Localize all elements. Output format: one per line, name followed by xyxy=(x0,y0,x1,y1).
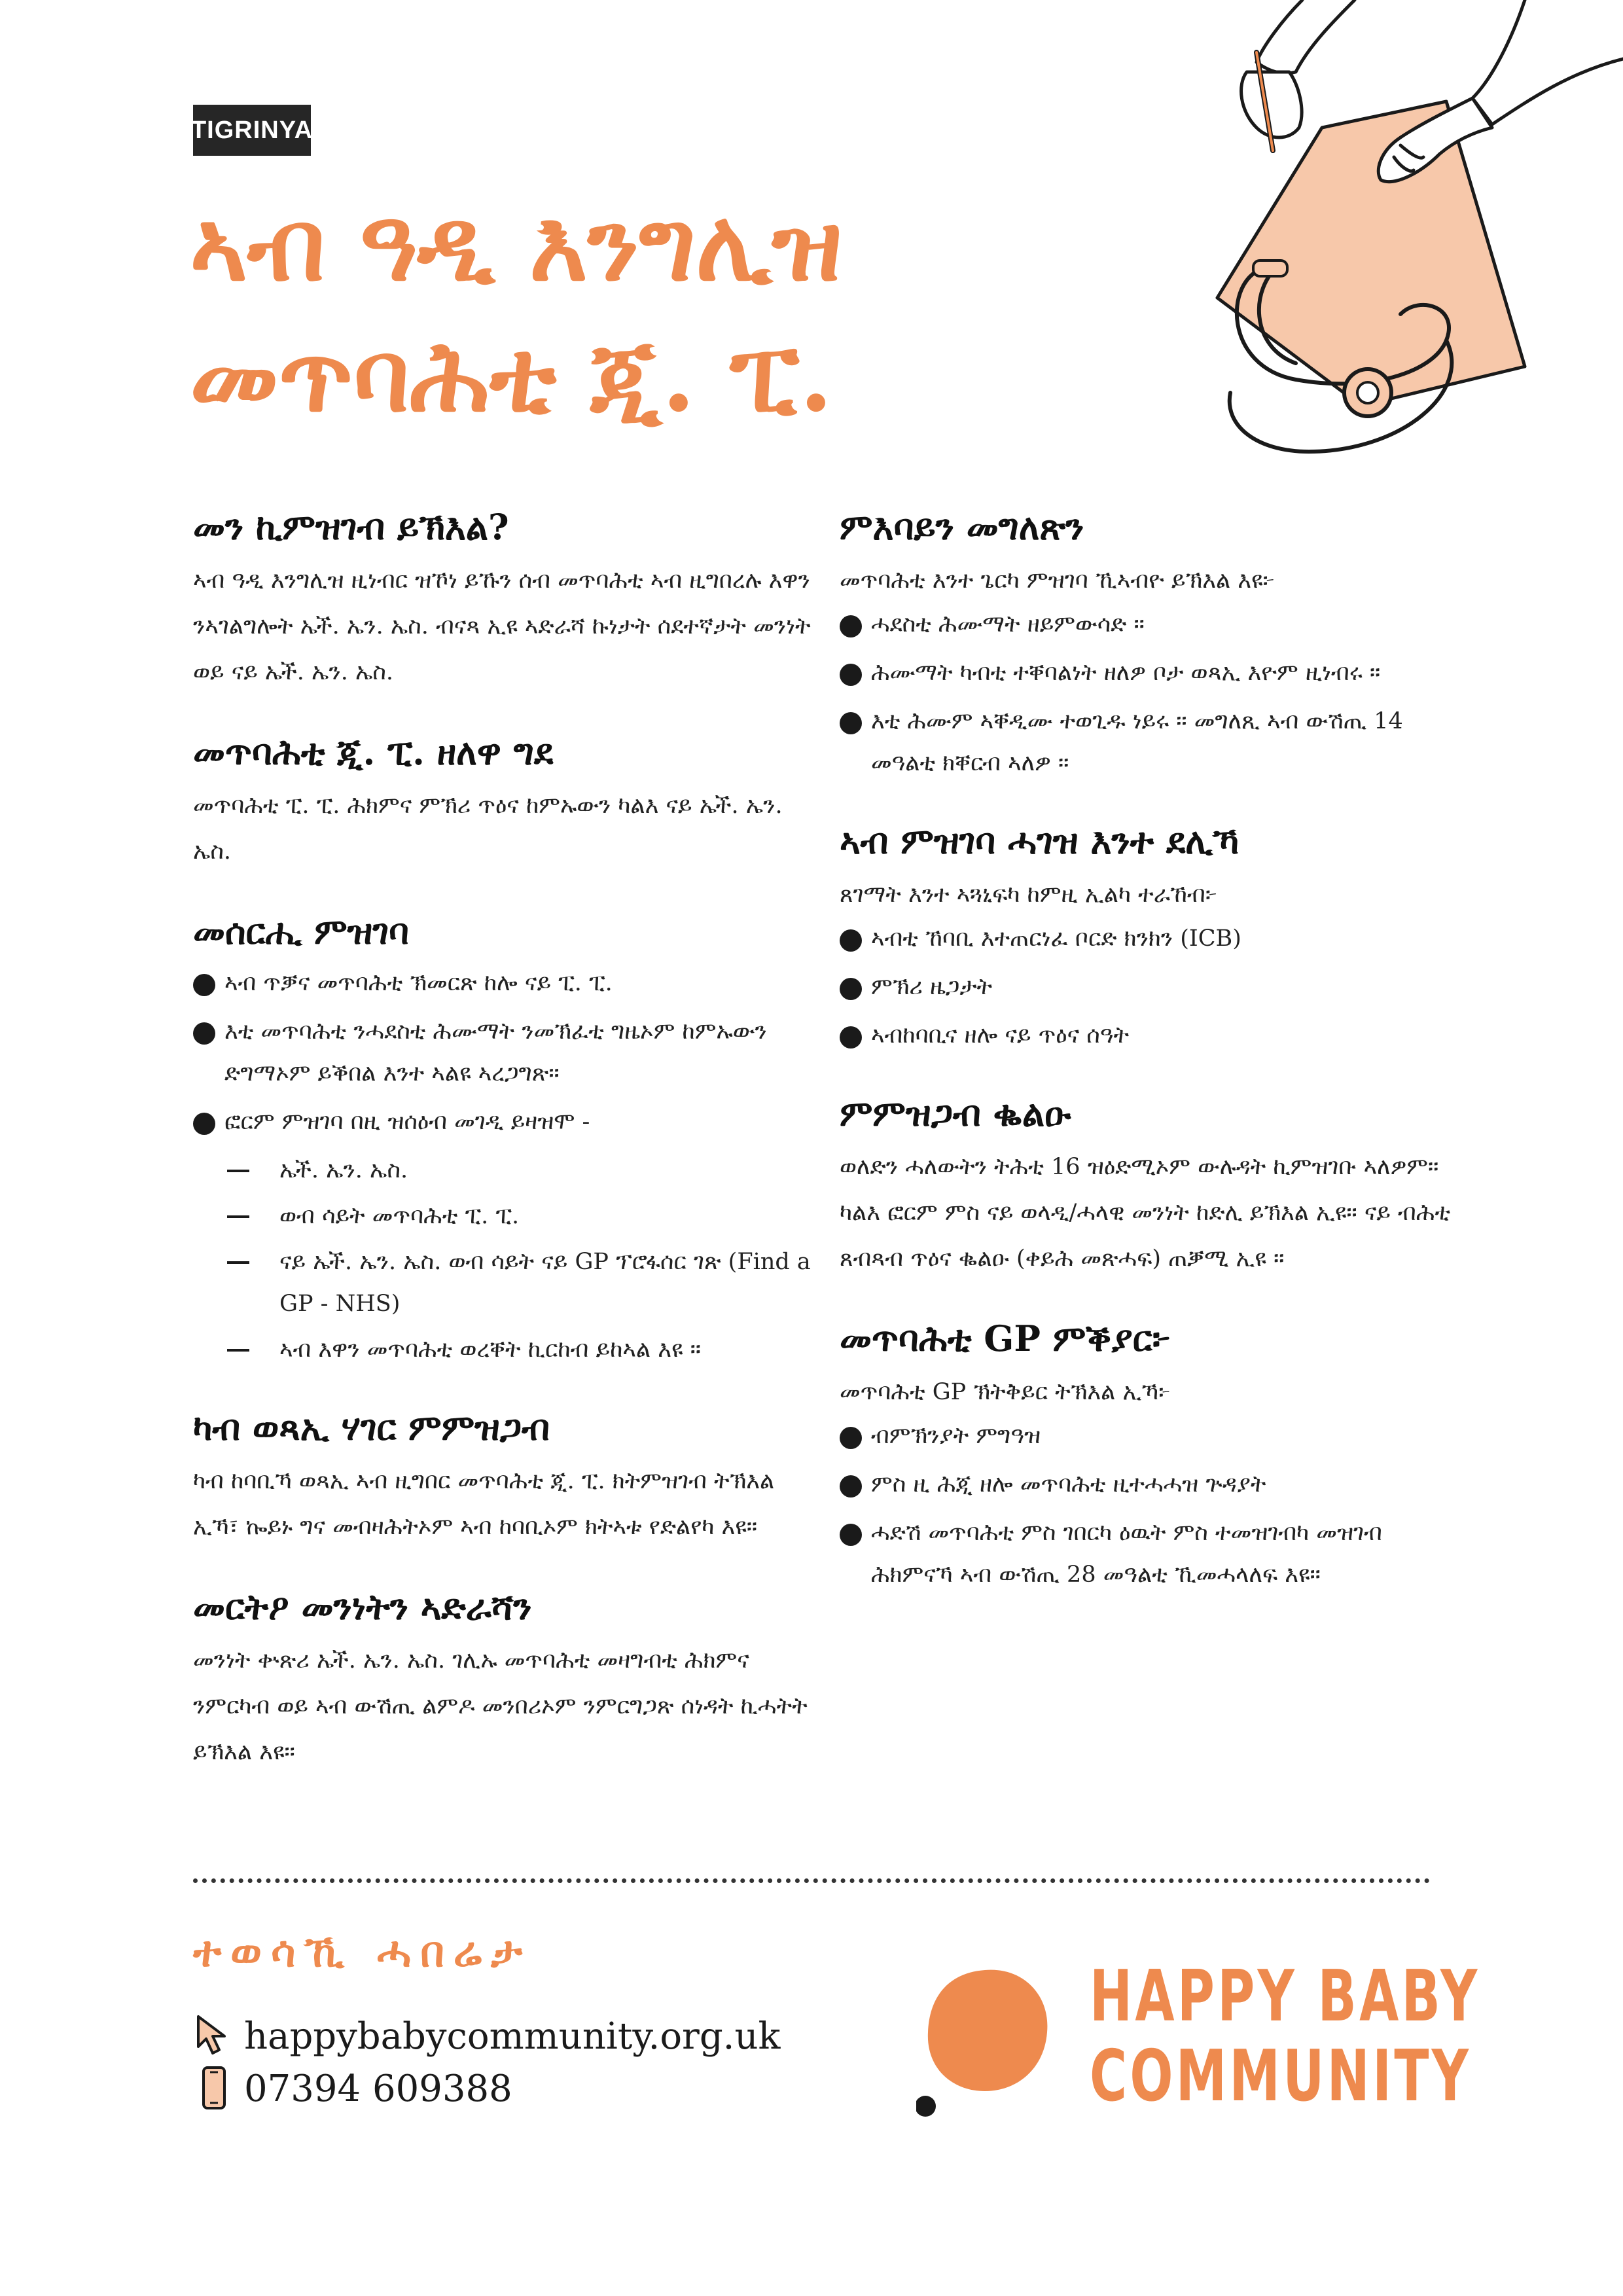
bullet-icon xyxy=(840,664,862,686)
list-item: ሕሙማት ካብቲ ተቐባልነት ዘለዎ ቦታ ወጻኢ እዮም ዚነብሩ ። xyxy=(840,652,1455,694)
section-heading: ኣብ ምዝገባ ሓገዝ እንተ ደሊኻ xyxy=(840,820,1240,862)
phone-link[interactable] xyxy=(193,2065,512,2112)
bullet-list xyxy=(840,918,1455,1056)
right-column xyxy=(840,504,1455,1630)
bullet-list xyxy=(193,962,815,1143)
language-tag: TIGRINYA xyxy=(193,105,311,156)
list-item: ሓደስቲ ሕሙማት ዘይምውሳድ ። xyxy=(840,603,1455,645)
section-body: መንነት ቍጽሪ ኤች. ኤን. ኤስ. ገሊኡ መጥባሕቲ መዛግብቲ ሕክምና ንምርካብ ወይ ኣብ ውሽጢ ልምዶ መንበሪኦም ንምርግጋጽ ሰነዳት ኪሓትት ይኽእል እዩ። xyxy=(193,1647,808,1765)
sub-list xyxy=(193,1149,815,1371)
section-heading: መጥባሕቲ ጂ. ፒ. ዘለዋ ግደ xyxy=(193,731,554,773)
section-heading: ምምዝጋብ ቈልዑ xyxy=(840,1092,1071,1134)
cursor-arrow-icon xyxy=(193,2013,235,2060)
list-item: ምኽሪ ዜጋታት xyxy=(840,966,1455,1008)
sub-list-item: ኤች. ኤን. ኤስ. xyxy=(227,1149,815,1191)
logo-line-1: HAPPY BABY xyxy=(1090,1956,1480,2037)
list-item: ብምኽንያት ምግዓዝ xyxy=(840,1415,1455,1457)
website-link[interactable] xyxy=(193,2013,780,2060)
footer-title: ተወሳኺ ሓበሬታ xyxy=(193,1928,532,1977)
section-heading: መሰርሒ ምዝገባ xyxy=(193,910,409,952)
sub-list-item: ወብ ሳይት መጥባሕቲ ፒ. ፒ. xyxy=(227,1195,815,1237)
list-item: እቲ ሕሙም ኣቐዲሙ ተወጊዱ ነይሩ ። መግለጺ ኣብ ውሽጢ 14 መዓልቲ ክቐርብ ኣለዎ ። xyxy=(840,700,1455,784)
bullet-icon xyxy=(840,1524,862,1546)
bullet-icon xyxy=(840,1427,862,1449)
section-who-can-register xyxy=(193,504,815,695)
section-heading: ምእባይን መግለጽን xyxy=(840,506,1084,548)
section-help xyxy=(840,818,1455,1056)
section-free-gp xyxy=(193,729,815,874)
bullet-icon xyxy=(193,1022,215,1045)
title-line-2: መጥባሕቲ ጂ. ፒ. xyxy=(190,319,834,434)
title-line-1: ኣብ ዓዲ እንግሊዝ xyxy=(190,188,843,303)
list-item: ኣብ ጥቓና መጥባሕቲ ኽመርጽ ከሎ ናይ ፒ. ፒ. xyxy=(193,962,815,1004)
section-intro: ጸገማት እንተ ኣጓኒፍካ ከምዚ ኢልካ ተራኸብ፦ xyxy=(840,882,1218,908)
section-body: ካብ ከባቢኻ ወጻኢ ኣብ ዚግበር መጥባሕቲ ጂ. ፒ. ክትምዝገብ ትኽእል ኢኻ፣ ኰይኑ ግና መብዛሕትኦም ኣብ ከባቢኦም ክትኣቱ የድልየካ እዩ። xyxy=(193,1468,775,1540)
sub-list-item: ናይ ኤች. ኤን. ኤስ. ወብ ሳይት ናይ GP ፕሮፋሰር ገጽ (Find a GP - NHS) xyxy=(227,1241,815,1325)
logo-line-2: COMMUNITY xyxy=(1090,2036,1472,2117)
list-item: እቲ መጥባሕቲ ንሓደስቲ ሕሙማት ንመኽፈቲ ግዜኦም ከምኡውን ድግማኦም ይቕበል እንተ ኣልዩ ኣረጋግጽ። xyxy=(193,1011,815,1094)
bullet-list xyxy=(840,603,1455,784)
section-children xyxy=(840,1090,1455,1282)
dash-icon xyxy=(227,1215,249,1218)
bullet-icon xyxy=(840,929,862,952)
bullet-icon xyxy=(840,1026,862,1049)
list-item: ምስ ዚ ሕጂ ዘሎ መጥባሕቲ ዚተሓሓዝ ጕዳያት xyxy=(840,1463,1455,1505)
section-heading: መን ኪምዝገብ ይኽእል? xyxy=(193,506,509,548)
section-heading: ካብ ወጻኢ ሃገር ምምዝጋብ xyxy=(193,1407,550,1448)
bullet-icon xyxy=(840,1475,862,1498)
mobile-phone-icon xyxy=(193,2065,235,2112)
section-heading: መርትዖ መንነትን ኣድራሻን xyxy=(193,1586,532,1628)
doctor-illustration xyxy=(1185,0,1623,471)
bullet-icon xyxy=(193,1113,215,1135)
page-title xyxy=(190,180,1171,442)
bullet-icon xyxy=(193,974,215,996)
left-column xyxy=(193,504,815,1809)
phone-text: 07394 609388 xyxy=(244,2067,512,2110)
bullet-icon xyxy=(840,615,862,637)
list-item: ኣብከባቢና ዘሎ ናይ ጥዕና ሰዓት xyxy=(840,1014,1455,1056)
sub-list-item: ኣብ እዋን መጥባሕቲ ወረቐት ኪርከብ ይከኣል እዩ ። xyxy=(227,1329,815,1371)
list-item: ሓድሽ መጥባሕቲ ምስ ገበርካ ዕዉት ምስ ተመዝገብካ መዝገብ ሕክምናኻ ኣብ ውሽጢ 28 መዓልቲ ኺመሓላለፍ እዩ። xyxy=(840,1512,1455,1596)
bullet-list xyxy=(840,1415,1455,1596)
section-heading: መጥባሕቲ GP ምቕያር፦ xyxy=(840,1318,1171,1359)
bullet-icon xyxy=(840,712,862,734)
dash-icon xyxy=(227,1170,249,1172)
website-text: happybabycommunity.org.uk xyxy=(244,2015,781,2058)
section-registration-process xyxy=(193,908,815,1371)
section-proof xyxy=(193,1584,815,1775)
dotted-divider xyxy=(193,1878,1430,1883)
section-body: ወለድን ሓለውትን ትሕቲ 16 ዝዕድሚኦም ውሉዳት ኪምዝገቡ ኣለዎም። ካልእ ፎርም ምስ ናይ ወላዲ/ሓላዊ መንነት ከድሊ ይኽእል ኢዩ። ናይ ብሕቲ ጸብጻብ ጥዕና ቈልዑ (ቀይሕ መጽሓፍ) ጠቓሚ ኢዩ ። xyxy=(840,1154,1451,1272)
section-body: ኣብ ዓዲ እንግሊዝ ዚነብር ዝኾነ ይኹን ሰብ መጥባሕቲ ኣብ ዚግበረሉ እዋን ንኣገልግሎት ኤች. ኤን. ኤስ. ብናጻ ኢዩ ኣድራሻ ኩነታት ሰደተኛታት መንነት ወይ ናይ ኤች. ኤን. ኤስ. xyxy=(193,567,811,685)
dash-icon xyxy=(227,1261,249,1264)
brand-logo-text xyxy=(1090,1957,1480,2117)
section-intro: መጥባሕቲ እንተ ጌርካ ምዝገባ ኺኣብዮ ይኽእል እዩ፦ xyxy=(840,567,1275,594)
section-change-gp xyxy=(840,1316,1455,1596)
dash-icon xyxy=(227,1349,249,1352)
section-body: መጥባሕቲ ፒ. ፒ. ሕክምና ምኽሪ ጥዕና ከምኡውን ካልእ ናይ ኤች. ኤን. ኤስ. xyxy=(193,793,783,865)
section-no-fixed-address xyxy=(193,1405,815,1550)
list-item: ፎርም ምዝገባ በዚ ዝሰዕብ መገዲ ይዛዝሞ - xyxy=(193,1101,815,1143)
bullet-icon xyxy=(840,978,862,1000)
brand-circle-logo xyxy=(916,1957,1054,2121)
section-intro: መጥባሕቲ GP ኽትቅይር ትኽእል ኢኻ፦ xyxy=(840,1379,1171,1405)
list-item: ኣብቲ ኸባቢ እተጠርነፈ ቦርድ ክንክን (ICB) xyxy=(840,918,1455,960)
section-appointment xyxy=(840,504,1455,784)
